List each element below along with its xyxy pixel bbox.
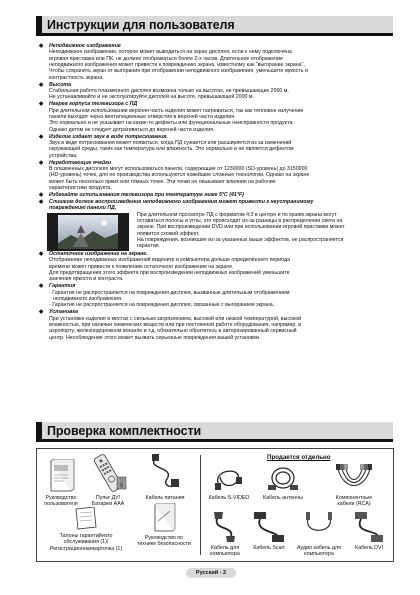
component-cable-icon — [334, 463, 374, 493]
svideo-cable-icon — [212, 463, 246, 493]
diamond-bullet-icon: ◆ — [39, 133, 44, 140]
instruction-item: ◆ Неподвижное изображение Неподвижное изображение, которое может выводиться на экран дисплея, если к нему подключена игровая приставка или ПК, не должно отображаться более 2-х часов. Длительное отображение неподвижного изображения может привести к повреждению экрана, известному как "выгорание экрана". Чтобы сохранить экран от выгорания при отображении неподвижного изображения, уменьшите яркость и контрастность экрана. — [39, 43, 308, 81]
accessory-remote — [85, 453, 131, 508]
accessory-safety-guide — [131, 503, 197, 548]
instructions-list — [39, 43, 391, 342]
instruction-item: ◆ Изделие издает звук в виде потрескивания. Звук в виде потрескивания может появиться, когда ПД сужается или расширяется из за изменений окружающей среды, таких как температура или влажность. Это нормально и не является дефектом устройства. — [39, 133, 294, 159]
diamond-bullet-icon: ◆ — [39, 198, 44, 205]
accessory-label: Аудио кабель для компьютера — [297, 545, 341, 558]
accessory-warranty — [45, 507, 127, 552]
accessory-label: Кабель DVI — [355, 545, 383, 551]
section-header-user-instructions — [36, 16, 393, 36]
accessory-label: Кабель Scart — [253, 545, 285, 551]
instruction-item: ◆ Неработающие ячейки В плазменных дисплеях могут использоваться панели, содержащие от 1230000 (SD-уровень) до 3150000 (HD-уровень) точек, для ее производства используются новейшие сложные технологии. Однако на экране может быть несколько ярких или тёмных точек. Эти точки не оказывают влияния на рабочие характеристики продукта. — [39, 159, 310, 191]
diamond-bullet-icon: ◆ — [39, 81, 44, 88]
accessory-manual — [39, 459, 83, 508]
accessory-power-cable — [133, 453, 197, 501]
diamond-bullet-icon: ◆ — [39, 251, 44, 258]
accessory-label: Кабель антенны — [263, 495, 303, 501]
warranty-card-icon — [72, 507, 100, 531]
power-cable-icon — [145, 453, 185, 493]
accessory-label: Талоны гарантийного обслуживания (1)/ Регистрационнаякарточка (1) — [49, 533, 123, 552]
scart-cable-icon — [252, 511, 286, 543]
antenna-cable-icon — [266, 463, 300, 493]
diamond-bullet-icon: ◆ — [39, 159, 44, 166]
remote-control-icon — [89, 453, 127, 493]
accessory-label: Кабель питания — [145, 495, 185, 501]
section-title: Инструкции для пользователя — [47, 18, 235, 32]
instruction-item: ◆ Слишком долгое воспроизведение неподвижного изображения может привести к неустранимому повреждению панели ПД. При длительном просмотре ПД с форматом 4:3 в центре и по краям экрана могут оставаться полосы и углы, это происходит из-за разницы в распределении света на экране. При воспроизведении DVD или при использовании игровой приставки может появится схожий эффект. На повреждения, возникшие из-за указанных выше эффектов, не распространяется гарантия. — [39, 198, 345, 250]
diamond-bullet-icon: ◆ — [39, 191, 44, 198]
accessory-dvi-cable — [347, 511, 391, 551]
diamond-bullet-icon: ◆ — [39, 101, 44, 108]
section-title: Проверка комплектности — [47, 424, 202, 438]
instruction-item: ◆ Гарантия - Гарантия не распространяется на повреждения дисплея, вызванные длительным отображением неподвижного изображения. - Гарантия не распространяется на повреждения дисплея, связанные с выгоранием экрана. — [39, 283, 290, 309]
tv-screen-image — [47, 213, 129, 251]
accessory-label: Пульт ДУ/ Батареи ААА — [91, 495, 125, 508]
accessory-antenna-cable — [257, 463, 309, 501]
diamond-bullet-icon: ◆ — [39, 43, 44, 49]
instruction-item: ◆ Остаточное изображение на экране. Отображение неподвижных изображений видеоигр и компьютера дольше определённого периода времени может привести к появлению остаточного изображения на экране. Для предотвращения этого эффекта при воспроизведении неподвижных изображений уменьшите значения яркости и контраста. — [39, 251, 290, 283]
accessory-svideo-cable — [203, 463, 255, 501]
accessory-pc-audio-cable — [291, 511, 347, 558]
instruction-item: ◆ Избегайте использования телевизора при температуре ниже 5°C (41°F) — [39, 191, 244, 198]
accessory-scart-cable — [247, 511, 291, 551]
safety-guide-icon — [151, 503, 177, 533]
accessory-component-cables — [319, 463, 389, 508]
page-number: Русский - 2 — [186, 568, 236, 578]
accessory-label: Кабель для компьютера — [210, 545, 240, 558]
accessory-label: Кабель S-VIDEO — [208, 495, 250, 501]
accessories-box — [36, 448, 394, 562]
manual-book-icon — [46, 459, 76, 493]
instruction-item: ◆ Высота Стабильная работа плазменного дисплея возможна только на высотах, не превышающих 2000 м. Не устанавливайте и не эксплуатируйте дисплей на высоте, превышающей 2000 м. — [39, 81, 289, 101]
diamond-bullet-icon: ◆ — [39, 283, 44, 290]
accessory-label: Руководство по технике безопасности — [136, 535, 191, 548]
instruction-item: ◆ Нагрев корпуса телевизора с ПД При длительном использовании верхняя часть изделия может нагреваться, так как тепловое излучение панели выходит через вентиляционные отверстия в верхней части изделия. Это нормально и не указывает на какие-то дефекты или функциональные неисправности продукта. Однако детям не следует дотрагиваться до верхней части изделия. — [39, 101, 304, 133]
diamond-bullet-icon: ◆ — [39, 309, 44, 316]
dvi-cable-icon — [353, 511, 385, 543]
pc-cable-icon — [210, 511, 240, 543]
accessory-label: Компонентные кабели (RCA) — [335, 495, 373, 508]
section-header-accessories — [36, 422, 393, 442]
audio-cable-icon — [302, 511, 336, 543]
accessory-pc-cable — [203, 511, 247, 558]
accessory-label: Руководство пользователя — [44, 495, 78, 508]
instruction-item: ◆ Установка При установке изделия в местах с сильным загрязнением, высокой или низкой температурой, высокой влажностью, при наличии химических веществ или при постоянной работе оборудования, например, в аэропорту, железнодорожном вокзале и т.д. обязательно обратитесь в авторизированный сервисный центр. Несоблюдение этого может вызвать серьезные повреждения вашей установки. — [39, 309, 302, 341]
sold-separately-label: Продается отдельно — [267, 454, 331, 461]
